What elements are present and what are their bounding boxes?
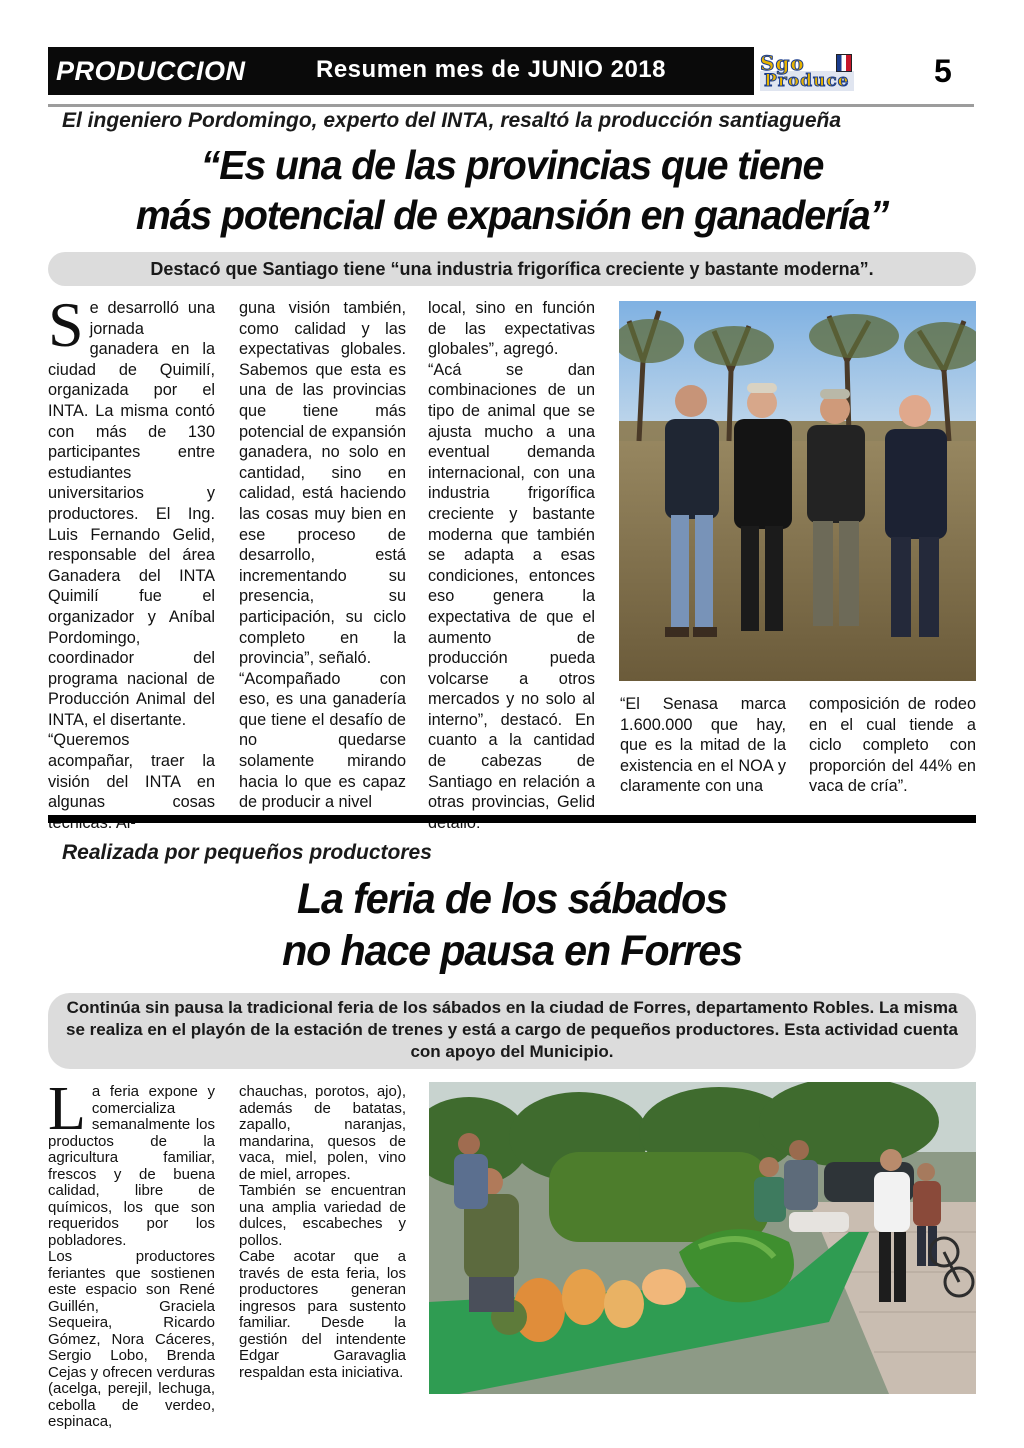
article1-col1-para2: “Queremos acompañar, traer la visión del INTA en algunas cosas <box>48 731 215 812</box>
section-divider <box>48 815 976 823</box>
article1-column-3 <box>428 298 595 833</box>
article1-col1-para1: e desarrolló una jornada ganadera en la ciudad de Quimilí, organizada por el INTA. La misma contó con más de 130 participantes entre estudiantes universitarios y productores. El Ing. Luis Fernando Gelid, responsable del área Ganadera del INTA Quimilí fue el organizador y Aníbal Pordomingo, coordinador del programa nacional de Producción Animal del INTA, el disertante. <box>48 299 215 729</box>
section-title: PRODUCCION <box>56 56 246 86</box>
issue-summary: Resumen mes de JUNIO 2018 <box>316 56 666 83</box>
photo-market <box>429 1082 976 1394</box>
header-rule <box>48 104 974 107</box>
sgo-produce-logo <box>760 51 900 93</box>
dropcap: S <box>48 289 84 360</box>
dropcap: L <box>48 1075 86 1143</box>
article1-headline-line2: más potencial de expansión en ganadería” <box>135 192 889 238</box>
article2-kicker: Realizada por pequeños productores <box>62 841 432 864</box>
article1-kicker: El ingeniero Pordomingo, experto del INTA, resaltó la producción santiagueña <box>62 109 842 132</box>
article1-deck: Destacó que Santiago tiene “una industria frigorífica creciente y bastante moderna”. <box>48 252 976 286</box>
logo-text-top: Sgo <box>760 51 805 75</box>
page-number: 5 <box>934 53 952 89</box>
article2-headline-line2: no hace pausa en Forres <box>282 927 742 975</box>
article1-headline-line1: “Es una de las provincias que tiene <box>200 142 824 188</box>
flag-icon <box>836 54 852 72</box>
article2-deck: Continúa sin pausa la tradicional feria de los sábados en la ciudad de Forres, departamento Robles. La misma se realiza en el playón de la estación de trenes y está a cargo de pequeños productores. Esta actividad cuenta con apoyo del Municipio. <box>48 993 976 1069</box>
article2-col2-para1: chauchas, porotos, ajo), además de batatas, zapallo, naranjas, mandarina, quesos de vaca, miel, polen, vino de miel, arropes. <box>239 1083 406 1183</box>
article2-col2-para2: También se encuentran una amplia variedad de dulces, escabeches y pollos. <box>239 1182 406 1249</box>
article2-headline-line1: La feria de los sábados <box>296 875 728 923</box>
article2-col1-para1: a feria expone y comercializa semanalmente los productos de la agricultura familiar, frescos y de buena calidad, libre de químicos, los que son requeridos por los pobladores. <box>48 1083 215 1249</box>
article1-col3-para2: “Acá se dan combinaciones de un tipo de animal que se ajusta mucho a una eventual demanda internacional, con una industria frigorífica creciente y bastante moderna que también se adapta a esas condiciones, entonces eso genera la expectativa de que el aumento de producción pueda volcarse a otros mercados y no solo al interno”, destacó. En cuanto a la cantidad de cabezas de Santiago en relación a otras provincias, Gelid <box>428 360 595 812</box>
article1-col2-para2: “Acompañado con eso, es una ganadería que tiene el desafío de no quedarse solamente mirando hacia lo que es capaz de producir a nivel <box>239 669 406 812</box>
header-bar <box>48 47 754 95</box>
article1-column-1 <box>48 289 215 833</box>
article2-col1-para2: Los productores feriantes que sostienen este espacio son René Guillén, Graciela Sequeira, Ricardo Gómez, Nora Cáceres, Sergio Lobo, Brenda Cejas y ofrecen verduras (acelga, perejil, lechuga, cebolla de verdeo, espinaca, <box>48 1248 215 1430</box>
article2-col2-para3: Cabe acotar que a través de esta feria, los productores generan ingresos para sustento familiar. Desde la gestión del intendente Edgar Garavaglia respaldan esta iniciativa. <box>239 1248 406 1381</box>
page-header <box>48 47 976 99</box>
logo-text-bottom: Produce <box>760 71 854 91</box>
photo-four-men <box>619 301 976 681</box>
article1-column-2 <box>239 298 406 813</box>
article1-column-5: composición de rodeo en el cual tiende a ciclo completo con proporción del 44% en vaca de cría”. <box>809 695 976 796</box>
article2-column-2 <box>239 1084 406 1381</box>
article2-column-1 <box>48 1075 215 1431</box>
article1-col2-para1: guna visión también, como calidad y las expectativas globales. Sabemos que esta es una de las provincias que tiene más potencial de expansión ganadera, no solo en cantidad, sino en calidad, está haciendo las cosas muy bien en ese proceso de desarrollo, está incrementando su presencia, su participación, su ciclo completo en la provincia”, señaló. <box>239 299 406 668</box>
article1-col3-para1: local, sino en función de las expectativas globales”, agregó. <box>428 299 595 359</box>
article1-column-4: “El Senasa marca 1.600.000 que hay, que es la mitad de la existencia en el NOA y claramente con una <box>620 695 786 796</box>
